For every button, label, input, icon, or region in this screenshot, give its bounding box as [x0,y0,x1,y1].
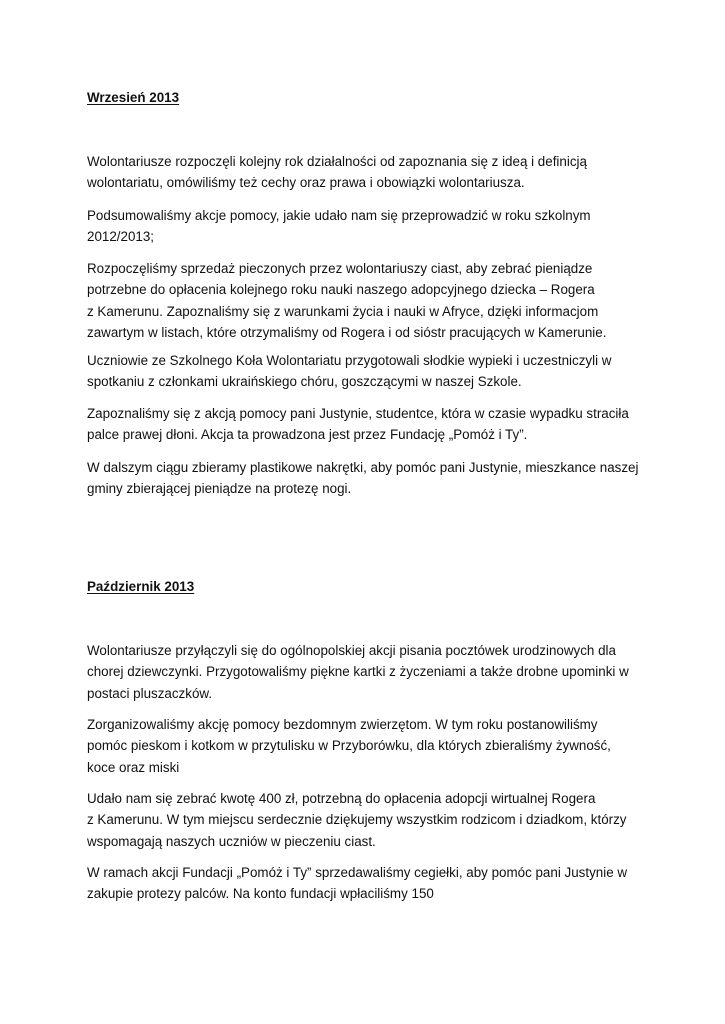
text-line: wspomagają naszych uczniów w pieczeniu ciast. [87,833,376,849]
text-line: Wolontariusze rozpoczęli kolejny rok działalności od zapoznania się z ideą i definicją [87,154,587,169]
paragraph [87,457,647,500]
text-line: 2012/2013; [87,229,155,245]
text-line: potrzebne do opłacenia kolejnego roku nauki naszego adopcyjnego dziecka – Rogera [87,282,595,298]
paragraph [87,640,647,704]
text-line: W ramach akcji Fundacji „Pomóż i Ty” sprzedawaliśmy cegiełki, aby pomóc pani Justynie w [87,865,628,880]
text-line: gminy zbierającej pieniądze na protezę nogi. [87,481,352,497]
text-line: wolontariatu, omówiliśmy też cechy oraz prawa i obowiązki wolontariusza. [87,175,525,191]
text-line: z Kamerunu. Zapoznaliśmy się z warunkami życia i nauki w Afryce, dzięki informacjom [87,303,599,319]
paragraph [87,862,647,905]
text-line: zakupie protezy palców. Na konto fundacji wpłaciliśmy 150 [87,886,434,902]
text-line: palce prawej dłoni. Akcja ta prowadzona jest przez Fundację „Pomóż i Ty”. [87,427,528,443]
text-line: pomóc pieskom i kotkom w przytulisku w Przyborówku, dla których zbieraliśmy żywność, [87,738,611,754]
text-line: postaci pluszaczków. [87,685,213,701]
section-heading-october: Październik 2013 [87,579,195,594]
text-line: chorej dziewczynki. Przygotowaliśmy piękne kartki z życzeniami a także drobne upominki w [87,664,629,680]
text-line: Uczniowie ze Szkolnego Koła Wolontariatu przygotowali słodkie wypieki i uczestniczyli w [87,353,612,368]
text-line: z Kamerunu. W tym miejscu serdecznie dziękujemy wszystkim rodzicom i dziadkom, którzy [87,812,627,828]
section-heading-september: Wrzesień 2013 [87,90,180,105]
paragraph [87,350,647,393]
text-line: spotkaniu z członkami ukraińskiego chóru, goszczącymi w naszej Szkole. [87,374,522,390]
text-line: Udało nam się zebrać kwotę 400 zł, potrzebną do opłacenia adopcji wirtualnej Rogera [87,791,596,806]
text-line: zawartym w listach, które otrzymaliśmy od Rogera i od sióstr pracujących w Kamerunie. [87,324,607,340]
paragraph [87,714,647,778]
text-line: Podsumowaliśmy akcje pomocy, jakie udało nam się przeprowadzić w roku szkolnym [87,208,591,223]
paragraph [87,258,647,343]
text-line: W dalszym ciągu zbieramy plastikowe nakrętki, aby pomóc pani Justynie, mieszkance naszej [87,460,639,475]
text-line: Rozpoczęliśmy sprzedaż pieczonych przez wolontariuszy ciast, aby zebrać pieniądze [87,261,593,276]
paragraph [87,788,647,852]
text-line: Zorganizowaliśmy akcję pomocy bezdomnym zwierzętom. W tym roku postanowiliśmy [87,717,598,732]
text-line: koce oraz miski [87,759,180,775]
paragraph [87,151,647,194]
paragraph [87,205,647,248]
text-line: Wolontariusze przyłączyli się do ogólnopolskiej akcji pisania pocztówek urodzinowych dla [87,643,616,658]
paragraph [87,403,647,446]
text-line: Zapoznaliśmy się z akcją pomocy pani Justynie, studentce, która w czasie wypadku straciła [87,406,629,421]
